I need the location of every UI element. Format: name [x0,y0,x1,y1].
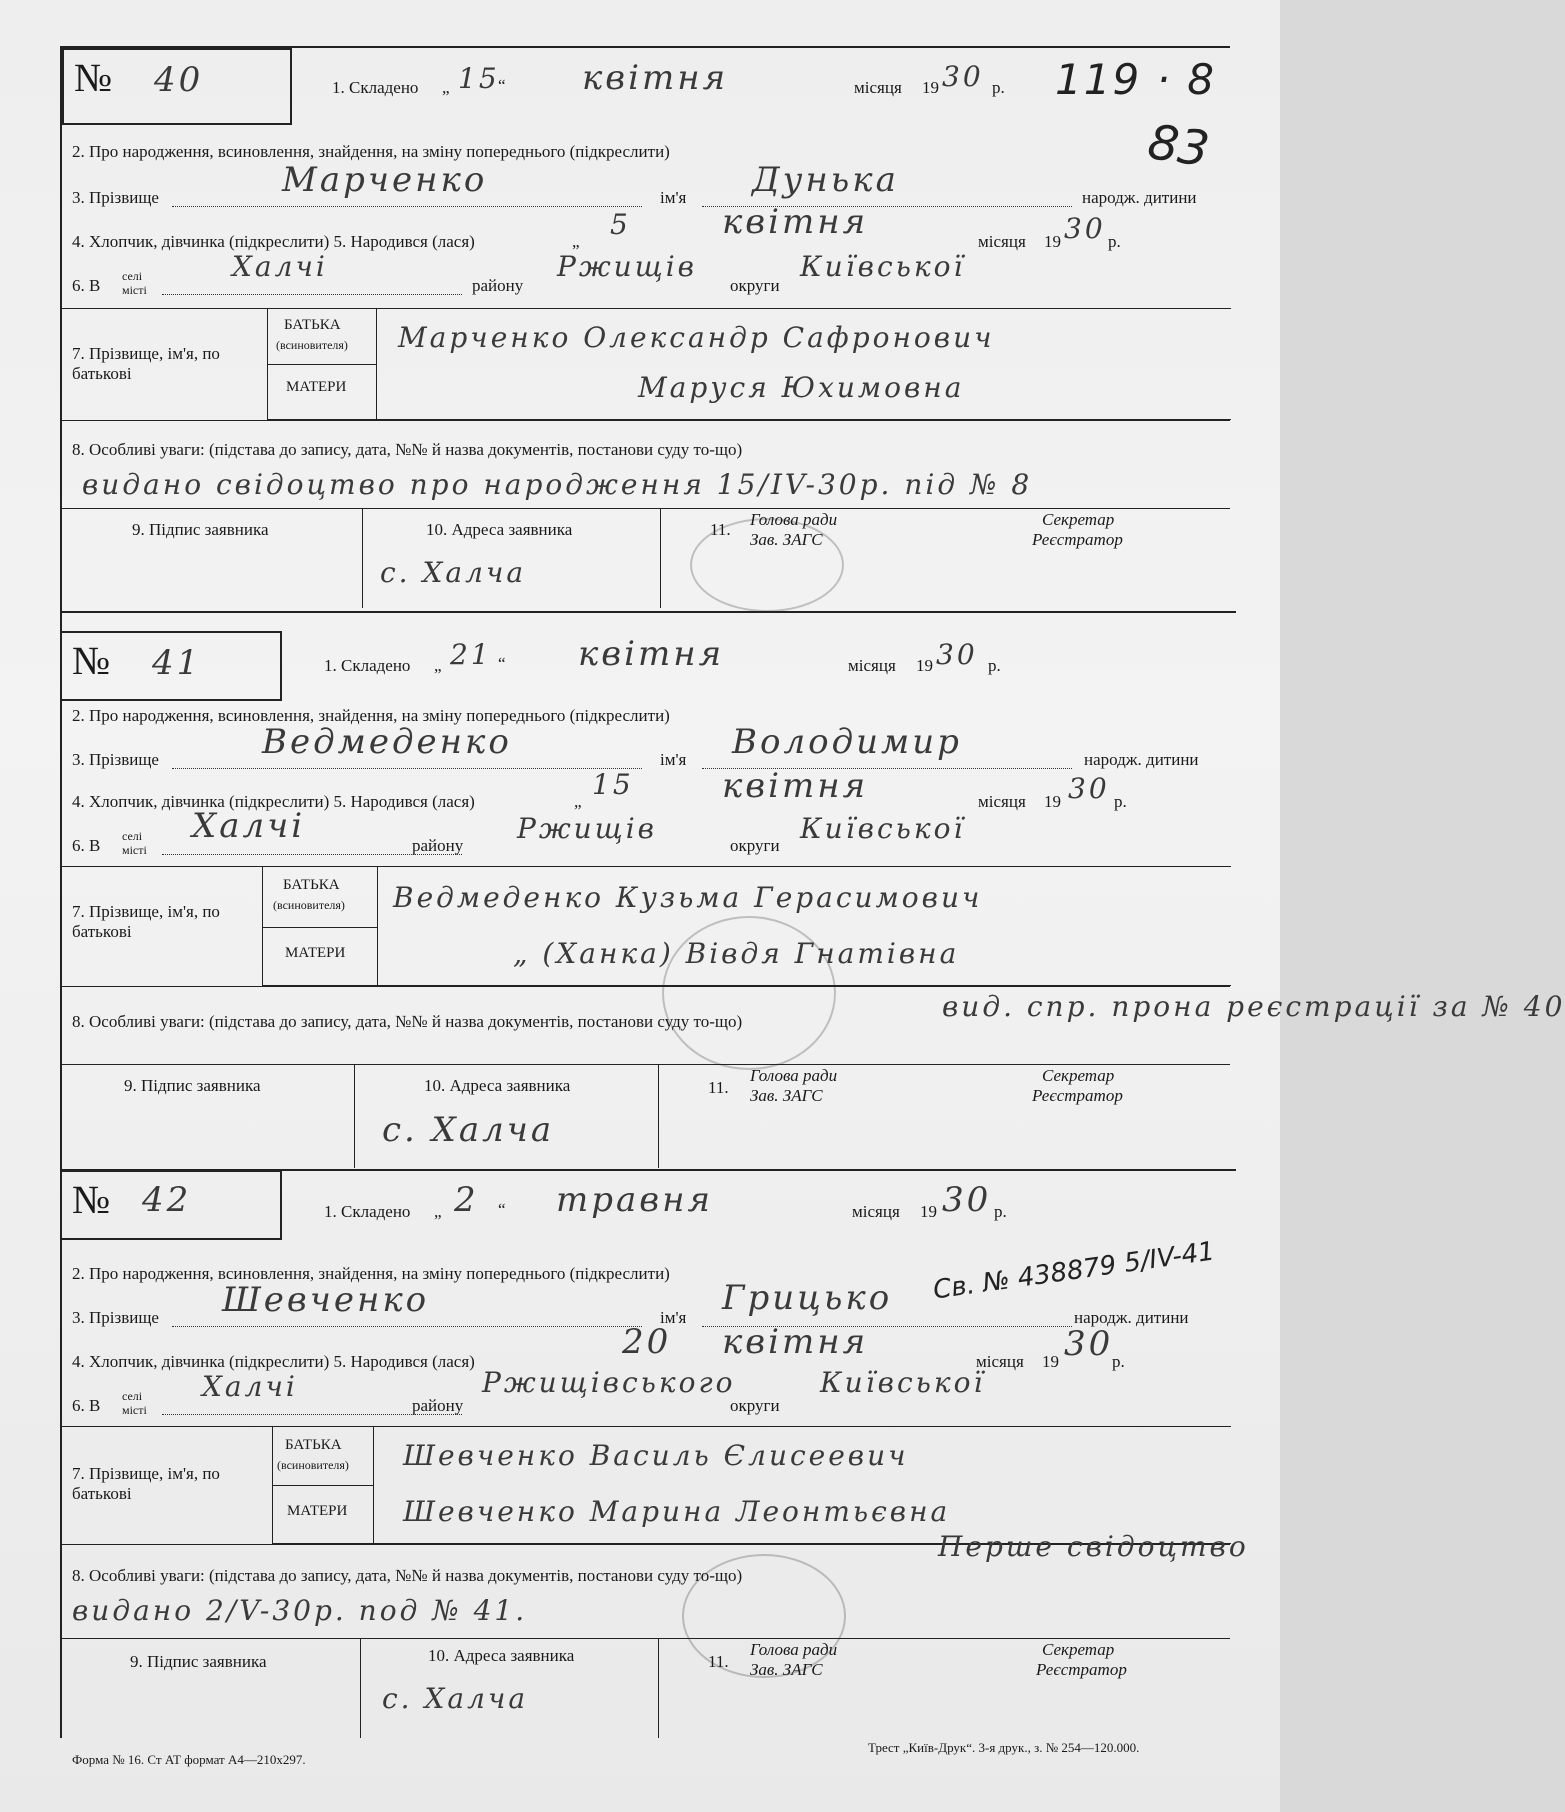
number-sign: № [74,55,113,100]
sig9-label: 9. Підпис заявника [124,1076,261,1095]
okrug-value: Київської [820,1366,986,1399]
quote-open: „ [434,656,442,675]
mother-label: МАТЕРИ [286,379,347,395]
mother-name: Маруся Юхимовна [638,371,965,404]
year-prefix: 19 [920,1202,937,1221]
composed-day: 15 [458,62,500,95]
margin-archive-number: 119 · 8 [1055,55,1216,104]
birth-place: Халчі [192,806,306,846]
district-value: Ржищів [517,812,657,845]
child-label: народж. дитини [1084,750,1199,769]
village-label: селі [122,1389,143,1403]
father-label: БАТЬКА [283,877,340,893]
father-sub: (всиновителя) [277,1458,349,1472]
line2-label: 2. Про народження, всиновлення, знайдення, на зміну попереднього (підкреслити) [72,1264,670,1283]
notes-value: видано свідоцтво про народження 15/IV-30р. під № 8 [82,468,1033,501]
line7-label: 7. Прізвище, ім'я, по батькові [72,1464,220,1503]
addr10-label: 10. Адреса заявника [424,1076,571,1095]
district-label: району [412,836,464,855]
month-label: місяця [852,1202,900,1221]
composed-day: 21 [450,638,492,671]
head11-label: 11. [710,520,731,539]
year-prefix-2: 19 [1044,232,1061,251]
okrug-value: Київської [800,250,966,283]
father-sub: (всиновителя) [273,898,345,912]
line8-label: 8. Особливі уваги: (підстава до запису, дата, №№ й назва документів, постанови суду то-що) [72,440,743,459]
number-sign: № [72,638,111,683]
notes-value: вид. спр. прона реєстрації за № 40 [942,990,1565,1023]
composed-month: квітня [578,634,725,674]
district-label: району [412,1396,464,1415]
line4-label: 4. Хлопчик, дівчинка (підкреслити) 5. Народився (лася) [72,792,475,811]
head-title-1: Голова ради [750,510,838,529]
father-name: Шевченко Василь Єлисеевич [403,1439,909,1472]
town-label: місті [122,843,147,857]
composed-year: 30 [942,1180,992,1220]
year-suffix: р. [988,656,1001,675]
sig9-label: 9. Підпис заявника [130,1652,267,1671]
quote-open-2: „ [572,232,580,251]
line2-label: 2. Про народження, всиновлення, знайдення, на зміну попереднього (підкреслити) [72,142,670,161]
parents-block [267,308,1231,420]
year-suffix: р. [992,78,1005,97]
footer-form-code: Форма № 16. Ст АТ формат А4—210х297. [72,1752,306,1767]
line6-label: 6. В [72,836,101,855]
composed-year: 30 [942,60,984,93]
birth-day: 15 [592,768,634,801]
birth-month: квітня [722,202,869,242]
surname-label: 3. Прізвище [72,750,159,769]
year-prefix-2: 19 [1044,792,1061,811]
head-title-2: Зав. ЗАГС [750,1660,823,1679]
birth-day: 20 [622,1322,672,1362]
year-suffix-2: р. [1114,792,1127,811]
parents-block [272,1426,1231,1544]
father-label: БАТЬКА [285,1437,342,1453]
line6-label: 6. В [72,1396,101,1415]
notes-value-line2: видано 2/V-30р. под № 41. [72,1594,528,1627]
mother-label: МАТЕРИ [287,1503,348,1519]
year-prefix: 19 [922,78,939,97]
quote-close: “ [498,1200,506,1219]
child-label: народж. дитини [1082,188,1197,207]
head-title-1: Голова ради [750,1066,838,1085]
official-stamp [662,916,836,1070]
entry-40 [62,48,1230,613]
month-label: місяця [848,656,896,675]
applicant-address: с. Халча [382,1682,529,1715]
month-label-2: місяця [978,232,1026,251]
sig9-label: 9. Підпис заявника [132,520,269,539]
entry-42 [62,1174,1249,1738]
entry-number: 40 [154,60,204,100]
line2-label: 2. Про народження, всиновлення, знайдення, на зміну попереднього (підкреслити) [72,706,670,725]
father-name: Ведмеденко Кузьма Герасимович [393,881,983,914]
line4-label: 4. Хлопчик, дівчинка (підкреслити) 5. Народився (лася) [72,232,475,251]
margin-page-number: 83 [1144,114,1213,178]
birth-month: квітня [722,1322,869,1362]
father-name: Марченко Олександр Сафронович [398,321,995,354]
official-stamp [690,518,844,612]
okrug-label: округи [730,1396,780,1415]
child-surname: Шевченко [222,1280,430,1320]
registry-form [60,46,1565,1738]
official-stamp [682,1554,846,1678]
quote-close: “ [498,654,506,673]
child-label: народж. дитини [1074,1308,1189,1327]
name-label: ім'я [660,750,687,769]
okrug-value: Київської [800,812,966,845]
applicant-address: с. Халча [380,556,527,589]
child-first-name: Грицько [722,1278,893,1318]
quote-open: „ [434,1202,442,1221]
footer-printer: Трест „Київ-Друк“. 3-я друк., з. № 254—120.000. [868,1740,1140,1755]
entry-number: 41 [152,643,202,683]
father-label: БАТЬКА [284,317,341,333]
composed-year: 30 [936,638,978,671]
quote-open: „ [442,78,450,97]
line4-label: 4. Хлопчик, дівчинка (підкреслити) 5. Народився (лася) [72,1352,475,1371]
district-label: району [472,276,524,295]
entry-number: 42 [142,1180,192,1220]
head-title-2: Зав. ЗАГС [750,1086,823,1105]
child-first-name: Володимир [732,722,962,762]
line8-label: 8. Особливі уваги: (підстава до запису, дата, №№ й назва документів, постанови суду то-що) [72,1012,743,1031]
district-value: Ржищів [557,250,697,283]
mother-label: МАТЕРИ [285,945,346,961]
composed-day: 2 [454,1180,479,1220]
town-label: місті [122,283,147,297]
surname-label: 3. Прізвище [72,188,159,207]
okrug-label: округи [730,276,780,295]
number-sign: № [72,1177,111,1222]
name-label: ім'я [660,1308,687,1327]
marginal-certificate-note: Св. № 438879 5/IV-41 [931,1236,1217,1306]
birth-year: 30 [1068,772,1110,805]
secretary-title-2: Реєстратор [1032,530,1123,549]
district-value: Ржищівського [482,1366,736,1399]
month-label-2: місяця [978,792,1026,811]
head11-label: 11. [708,1652,729,1671]
village-label: селі [122,829,143,843]
entry-number-box [62,1170,282,1240]
applicant-address: с. Халча [382,1110,555,1150]
child-surname: Ведмеденко [262,722,512,762]
composed-label: 1. Складено [324,656,411,675]
birth-day: 5 [610,208,631,241]
year-suffix: р. [994,1202,1007,1221]
entry-number-box [62,48,292,125]
head-title-1: Голова ради [750,1640,838,1659]
year-prefix: 19 [916,656,933,675]
birth-month: квітня [722,766,869,806]
composed-label: 1. Складено [332,78,419,97]
year-suffix-2: р. [1112,1352,1125,1371]
village-label: селі [122,269,143,283]
year-suffix-2: р. [1108,232,1121,251]
mother-name: „ (Ханка) Вівдя Гнатівна [513,937,960,970]
quote-open-2: „ [574,792,582,811]
secretary-title-2: Реєстратор [1032,1086,1123,1105]
line8-label: 8. Особливі уваги: (підстава до запису, дата, №№ й назва документів, постанови суду то-що) [72,1566,743,1585]
month-label-2: місяця [976,1352,1024,1371]
line7-label: 7. Прізвище, ім'я, по батькові [72,344,220,383]
name-label: ім'я [660,188,687,207]
birth-year: 30 [1064,1324,1114,1364]
entry-number-box [62,631,282,701]
head11-label: 11. [708,1078,729,1097]
composed-month: травня [556,1180,713,1220]
month-label: місяця [854,78,902,97]
composed-month: квітня [582,58,729,98]
year-prefix-2: 19 [1042,1352,1059,1371]
line6-label: 6. В [72,276,101,295]
notes-value-line1: Перше свідоцтво [938,1530,1249,1563]
secretary-title-1: Секретар [1042,1640,1115,1659]
town-label: місті [122,1403,147,1417]
birth-place: Халчі [202,1370,298,1403]
birth-place: Халчі [232,250,328,283]
birth-year: 30 [1064,212,1106,245]
mother-name: Шевченко Марина Леонтьєвна [403,1495,951,1528]
composed-label: 1. Складено [324,1202,411,1221]
entry-41 [62,616,1565,1171]
secretary-title-1: Секретар [1042,1066,1115,1085]
secretary-title-1: Секретар [1042,510,1115,529]
addr10-label: 10. Адреса заявника [426,520,573,539]
child-surname: Марченко [282,160,488,200]
child-first-name: Дунька [752,160,899,200]
quote-close: “ [498,76,506,95]
father-sub: (всиновителя) [276,338,348,352]
addr10-label: 10. Адреса заявника [428,1646,575,1665]
head-title-2: Зав. ЗАГС [750,530,823,549]
surname-label: 3. Прізвище [72,1308,159,1327]
secretary-title-2: Реєстратор [1036,1660,1127,1679]
okrug-label: округи [730,836,780,855]
line7-label: 7. Прізвище, ім'я, по батькові [72,902,220,941]
